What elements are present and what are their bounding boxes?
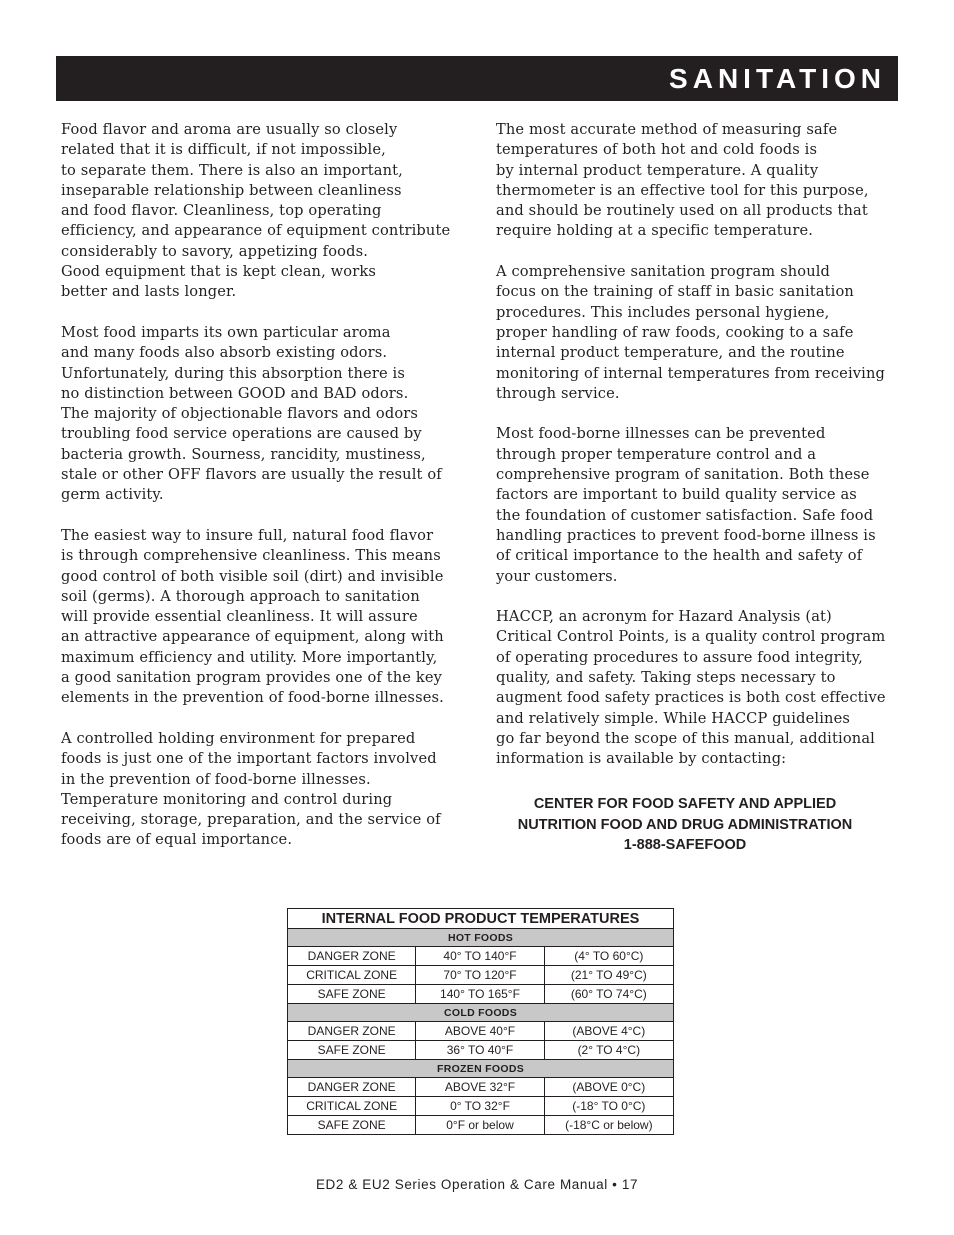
left-text-column bbox=[61, 120, 461, 871]
section-header-bar bbox=[56, 56, 898, 101]
zone-cell: SAFE ZONE bbox=[288, 985, 416, 1004]
table-section-header: FROZEN FOODS bbox=[288, 1060, 674, 1078]
table-section-header: COLD FOODS bbox=[288, 1004, 674, 1022]
fahrenheit-cell: 70° TO 120°F bbox=[416, 966, 544, 985]
paragraph: Most food imparts its own particular aroma and many foods also absorb existing odors. Unfortunately, during this absorption there is no distinction between GOOD and BAD odors. The majority of objectionable flavors and odors troubling food service operations are caused by bacteria growth. Sourness, rancidity, mustiness, stale or other OFF flavors are usually the result of germ activity. bbox=[61, 323, 442, 504]
celsius-cell: (4° TO 60°C) bbox=[544, 947, 673, 966]
table-title: INTERNAL FOOD PRODUCT TEMPERATURES bbox=[288, 909, 674, 929]
celsius-cell: (2° TO 4°C) bbox=[544, 1041, 673, 1060]
paragraph: A controlled holding environment for prepared foods is just one of the important factors involved in the prevention of food-borne illnesses. Temperature monitoring and control during receiving, storage, preparation, and the service of foods are of equal importance. bbox=[61, 729, 441, 849]
zone-cell: CRITICAL ZONE bbox=[288, 966, 416, 985]
zone-cell: SAFE ZONE bbox=[288, 1041, 416, 1060]
table-section-header: HOT FOODS bbox=[288, 929, 674, 947]
page-footer: ED2 & EU2 Series Operation & Care Manual • 17 bbox=[315, 1177, 639, 1192]
fahrenheit-cell: 140° TO 165°F bbox=[416, 985, 544, 1004]
table-row bbox=[288, 1097, 674, 1116]
section-title: SANITATION bbox=[669, 63, 886, 94]
paragraph: HACCP, an acronym for Hazard Analysis (at) Critical Control Points, is a quality control program of operating procedures to assure food integrity, quality, and safety. Taking steps necessary to augment food safety practices is both cost effective and relatively simple. While HACCP guidelines go far beyond the scope of this manual, additional information is available by contacting: bbox=[496, 608, 886, 768]
celsius-cell: (-18° TO 0°C) bbox=[544, 1097, 673, 1116]
table-row bbox=[288, 1078, 674, 1097]
zone-cell: DANGER ZONE bbox=[288, 1078, 416, 1097]
celsius-cell: (21° TO 49°C) bbox=[544, 966, 673, 985]
fahrenheit-cell: ABOVE 32°F bbox=[416, 1078, 544, 1097]
table-row bbox=[288, 985, 674, 1004]
fahrenheit-cell: 40° TO 140°F bbox=[416, 947, 544, 966]
zone-cell: DANGER ZONE bbox=[288, 947, 416, 966]
contact-line: CENTER FOR FOOD SAFETY AND APPLIED bbox=[533, 796, 837, 812]
paragraph: Food flavor and aroma are usually so closely related that it is difficult, if not impossible, to separate them. There is also an important, inseparable relationship between cleanliness and food flavor. Cleanliness, top operating efficiency, and appearance of equipment contribute considerably to savory, appetizing foods. Good equipment that is kept clean, works better and lasts longer. bbox=[61, 121, 451, 301]
table-row bbox=[288, 966, 674, 985]
fahrenheit-cell: 36° TO 40°F bbox=[416, 1041, 544, 1060]
celsius-cell: (60° TO 74°C) bbox=[544, 985, 673, 1004]
contact-phone: 1-888-SAFEFOOD bbox=[623, 837, 747, 853]
right-text-column bbox=[496, 120, 898, 790]
table-row bbox=[288, 1116, 674, 1135]
table-row bbox=[288, 947, 674, 966]
zone-cell: CRITICAL ZONE bbox=[288, 1097, 416, 1116]
table-row bbox=[288, 1022, 674, 1041]
paragraph: Most food-borne illnesses can be prevented through proper temperature control and a comprehensive program of sanitation. Both these factors are important to build quality service as the foundation of customer satisfaction. Safe food handling practices to prevent food-borne illness is of critical importance to the health and safety of your customers. bbox=[496, 425, 876, 585]
paragraph: The most accurate method of measuring safe temperatures of both hot and cold foods is by internal product temperature. A quality thermometer is an effective tool for this purpose, and should be routinely used on all products that require holding at a specific temperature. bbox=[496, 121, 869, 240]
zone-cell: DANGER ZONE bbox=[288, 1022, 416, 1041]
celsius-cell: (-18°C or below) bbox=[544, 1116, 673, 1135]
contact-line: NUTRITION FOOD AND DRUG ADMINISTRATION bbox=[517, 816, 853, 833]
contact-block bbox=[480, 794, 890, 856]
celsius-cell: (ABOVE 0°C) bbox=[544, 1078, 673, 1097]
paragraph: A comprehensive sanitation program should focus on the training of staff in basic sanitation procedures. This includes personal hygiene, proper handling of raw foods, cooking to a safe internal product temperature, and the routine monitoring of internal temperatures from receiving through service. bbox=[496, 263, 886, 402]
fahrenheit-cell: ABOVE 40°F bbox=[416, 1022, 544, 1041]
temperature-table bbox=[287, 908, 674, 1135]
celsius-cell: (ABOVE 4°C) bbox=[544, 1022, 673, 1041]
fahrenheit-cell: 0°F or below bbox=[416, 1116, 544, 1135]
fahrenheit-cell: 0° TO 32°F bbox=[416, 1097, 544, 1116]
paragraph: The easiest way to insure full, natural food flavor is through comprehensive cleanliness. This means good control of both visible soil (dirt) and invisible soil (germs). A thorough approach to sanitation will provide essential cleanliness. It will assure an attractive appearance of equipment, along with maximum efficiency and utility. More importantly, a good sanitation program provides one of the key elements in the prevention of food-borne illnesses. bbox=[61, 526, 444, 707]
zone-cell: SAFE ZONE bbox=[288, 1116, 416, 1135]
table-row bbox=[288, 1041, 674, 1060]
